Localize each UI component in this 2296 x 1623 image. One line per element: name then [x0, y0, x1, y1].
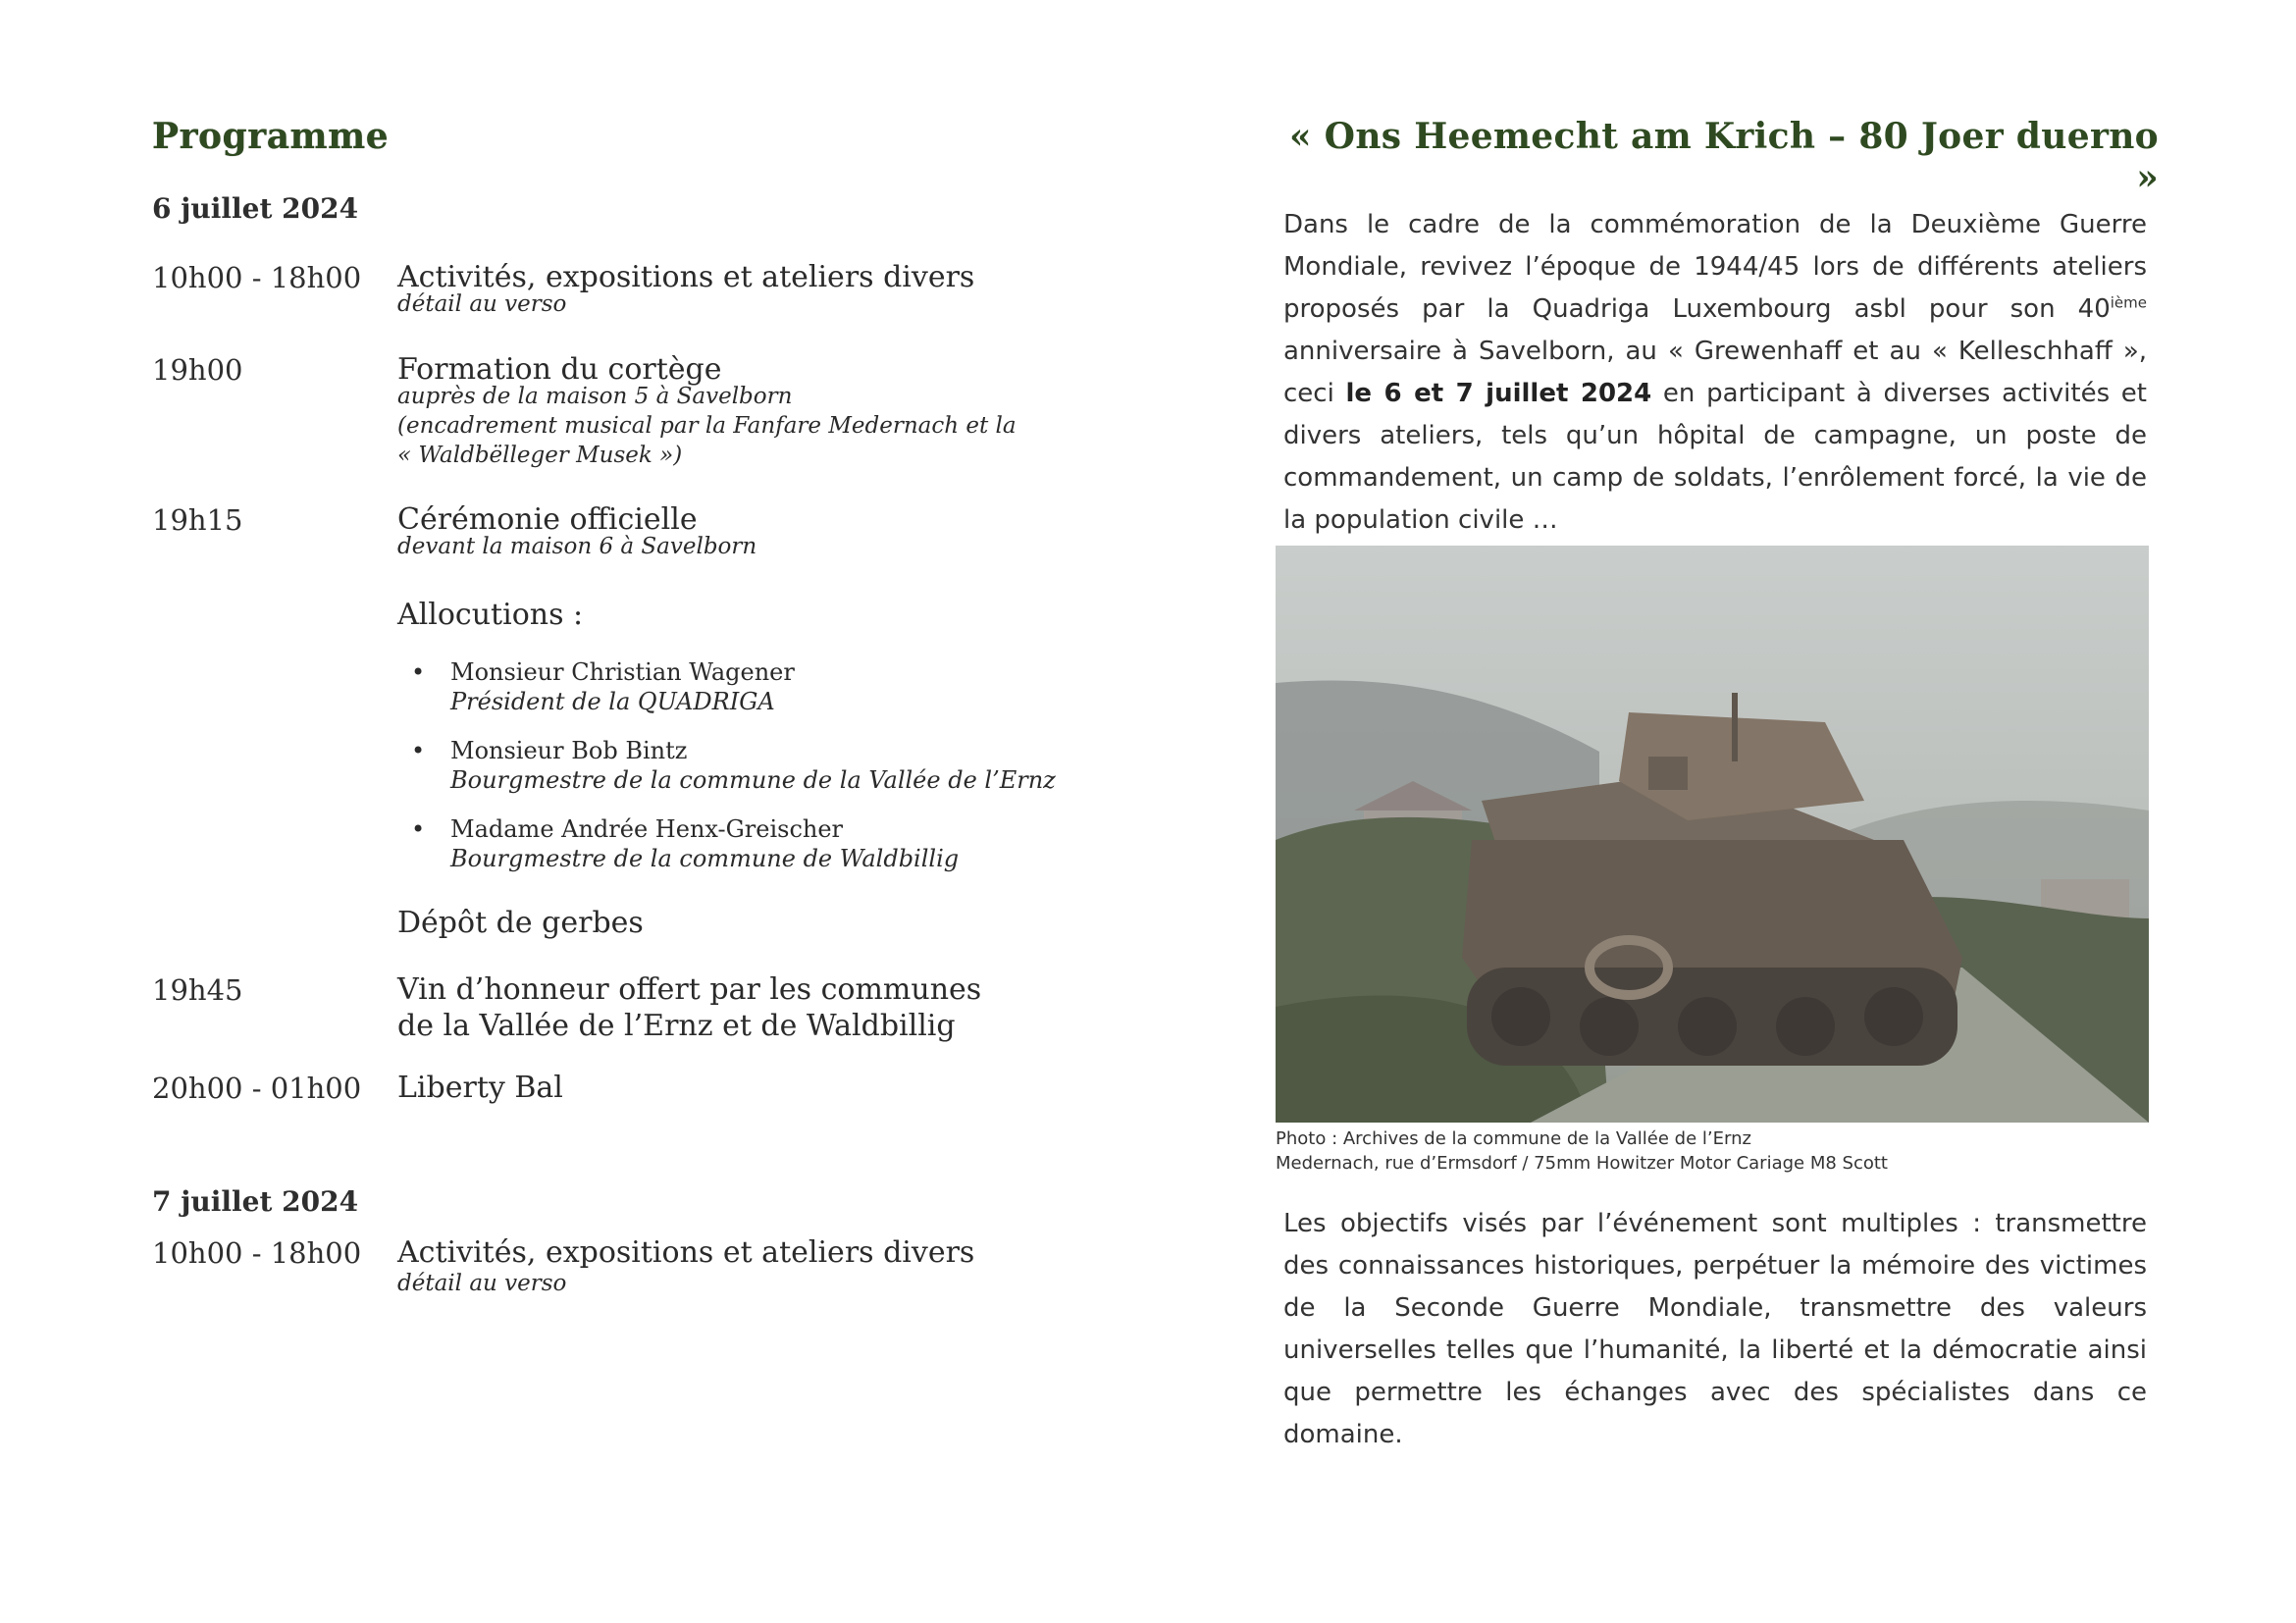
item3-time: 19h15 [152, 503, 243, 537]
item2-sub2: (encadrement musical par la Fanfare Medernach et la [397, 413, 1017, 439]
item1-title: Activités, expositions et ateliers divers [397, 260, 975, 294]
vin-desc [397, 971, 1065, 1044]
vin-line1: Vin d’honneur offert par les communes [397, 972, 982, 1007]
event-title: « Ons Heemecht am Krich – 80 Joer duerno » [1289, 116, 2159, 198]
day1-date: 6 juillet 2024 [152, 192, 359, 225]
intro-sup: ième [2110, 293, 2147, 312]
item2-title: Formation du cortège [397, 352, 722, 387]
depot-gerbes: Dépôt de gerbes [397, 906, 644, 940]
day2-time: 10h00 - 18h00 [152, 1236, 362, 1270]
day2-date: 7 juillet 2024 [152, 1185, 359, 1218]
intro-paragraph [1283, 204, 2147, 542]
day2-title: Activités, expositions et ateliers divers [397, 1235, 975, 1270]
tank-photo-illustration [1276, 546, 2149, 1123]
intro-part1: Dans le cadre de la commémoration de la Deuxième Guerre Mondiale, revivez l’époque de 1944/45 lors de différents ateliers proposés par la Quadriga Luxembourg asbl pour son 40 [1283, 210, 2147, 324]
day2-desc [397, 1234, 1065, 1298]
item1-desc [397, 259, 1065, 319]
allocutions-label: Allocutions : [397, 598, 584, 632]
item1-time: 10h00 - 18h00 [152, 261, 362, 294]
intro-dates: le 6 et 7 juillet 2024 [1345, 379, 1652, 408]
item3-title: Cérémonie officielle [397, 502, 698, 537]
item3-sub: devant la maison 6 à Savelborn [397, 534, 757, 559]
bal-title: Liberty Bal [397, 1071, 563, 1105]
programme-column [152, 116, 1056, 1296]
speakers-list [397, 657, 1084, 893]
bal-time: 20h00 - 01h00 [152, 1072, 362, 1105]
programme-heading: Programme [152, 116, 390, 157]
item2-desc [397, 351, 1065, 470]
day2-sub: détail au verso [397, 1271, 567, 1296]
speaker-role: Bourgmestre de la commune de la Vallée de l’Ernz [450, 766, 1056, 794]
speaker-name: • Monsieur Bob Bintz [450, 737, 688, 764]
speaker-name: • Monsieur Christian Wagener [450, 658, 795, 686]
speaker-role: Bourgmestre de la commune de Waldbillig [450, 845, 960, 872]
item2-sub1: auprès de la maison 5 à Savelborn [397, 384, 793, 409]
depot-wrap [397, 905, 1065, 941]
speaker-item [397, 736, 1084, 795]
vin-line2: de la Vallée de l’Ernz et de Waldbillig [397, 1009, 956, 1043]
bal-desc [397, 1070, 1065, 1106]
speaker-role: Président de la QUADRIGA [450, 688, 775, 715]
intro-part2: anniversaire à Savelborn, au « Grewenhaff et au « Kelleschhaff », ceci [1283, 337, 2147, 408]
speaker-item [397, 657, 1084, 716]
intro-part3: en participant à diverses activités et divers ateliers, tels qu’un hôpital de campagne, un poste de commandement, un camp de soldats, l’enrôlement forcé, la vie de la population civile … [1283, 379, 2147, 535]
item2-time: 19h00 [152, 353, 243, 387]
photo-caption [1276, 1126, 2149, 1176]
speaker-name: • Madame Andrée Henx-Greischer [450, 815, 844, 843]
item1-sub: détail au verso [397, 291, 567, 317]
vin-time: 19h45 [152, 973, 243, 1007]
item2-sub3: « Waldbëlleger Musek ») [397, 443, 683, 468]
objectives-paragraph: Les objectifs visés par l’événement sont multiples : transmettre des connaissances historiques, perpétuer la mémoire des victimes de la Seconde Guerre Mondiale, transmettre des valeurs universelles telles que l’humanité, la liberté et la démocratie ainsi que permettre les échanges avec des spécialistes dans ce domaine. [1283, 1209, 2147, 1449]
speaker-item [397, 814, 1084, 873]
caption-line1: Photo : Archives de la commune de la Vallée de l’Ernz [1276, 1128, 1751, 1149]
item3-desc [397, 501, 1065, 561]
tank-photo [1276, 546, 2149, 1123]
allocutions-label-wrap [397, 597, 1065, 633]
caption-line2: Medernach, rue d’Ermsdorf / 75mm Howitzer Motor Cariage M8 Scott [1276, 1153, 1888, 1174]
